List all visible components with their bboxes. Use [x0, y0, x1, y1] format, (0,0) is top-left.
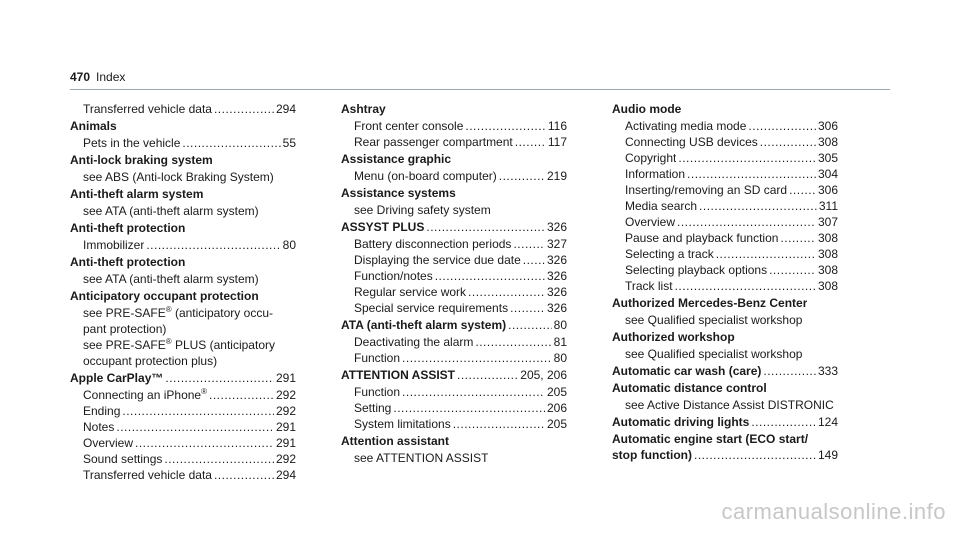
index-column-1 — [70, 101, 296, 483]
index-entry: Menu (on-board computer) ..... 219 — [341, 168, 567, 184]
index-see-ref: see ABS (Anti-lock Braking System) — [83, 170, 274, 184]
index-see-ref: see ATTENTION ASSIST — [354, 451, 489, 465]
index-heading: Anti-theft protection — [70, 221, 186, 235]
index-see-ref: see ATA (anti-theft alarm system) — [83, 204, 259, 218]
index-entry: Notes ..... 291 — [70, 419, 296, 435]
index-see-ref: see ATA (anti-theft alarm system) — [83, 272, 259, 286]
index-heading: Ashtray — [341, 102, 386, 116]
index-entry: Connecting an iPhone® ..... 292 — [70, 387, 296, 403]
watermark: carmanualsonline.info — [721, 499, 946, 524]
index-heading: Authorized workshop — [612, 330, 735, 344]
index-heading: Authorized Mercedes-Benz Center — [612, 296, 808, 310]
index-entry: Setting ..... 206 — [341, 400, 567, 416]
index-entry: Information ..... 304 — [612, 166, 838, 182]
index-see-ref-cont: pant protection) — [83, 322, 167, 336]
index-entry: Function ..... 205 — [341, 384, 567, 400]
index-see-ref: see PRE-SAFE® (anticipatory occu- — [83, 305, 273, 320]
index-entry: Deactivating the alarm ..... 81 — [341, 334, 567, 350]
index-entry: Media search ..... 311 — [612, 198, 838, 214]
index-entry: Inserting/removing an SD card ..... 306 — [612, 182, 838, 198]
index-heading: Audio mode — [612, 102, 682, 116]
index-entry: Copyright ..... 305 — [612, 150, 838, 166]
index-heading: Anti-theft protection — [70, 255, 186, 269]
index-entry: Battery disconnection periods ..... 327 — [341, 236, 567, 252]
index-see-ref: see PRE-SAFE® PLUS (anticipatory — [83, 337, 275, 352]
index-entry: Track list ..... 308 — [612, 278, 838, 294]
index-see-ref: see Qualified specialist workshop — [625, 313, 803, 327]
index-entry: Overview ..... 291 — [70, 435, 296, 451]
index-see-ref: see Qualified specialist workshop — [625, 347, 803, 361]
index-entry: Pets in the vehicle ..... 55 — [70, 135, 296, 151]
index-heading: Attention assistant — [341, 434, 450, 448]
index-heading: Anticipatory occupant protection — [70, 289, 259, 303]
index-heading: ASSYST PLUS ..... 326 — [341, 219, 567, 235]
index-see-ref-cont: occupant protection plus) — [83, 354, 218, 368]
index-heading: Automatic driving lights ..... 124 — [612, 414, 838, 430]
index-see-ref: see Active Distance Assist DISTRONIC — [625, 398, 834, 412]
index-entry: Immobilizer ..... 80 — [70, 237, 296, 253]
index-heading: Apple CarPlay™ ..... 291 — [70, 370, 296, 386]
page-title: Index — [96, 70, 126, 84]
index-entry: Selecting a track ..... 308 — [612, 246, 838, 262]
index-heading-cont: stop function) ..... 149 — [612, 447, 838, 463]
page-header — [70, 70, 125, 84]
index-entry: System limitations ..... 205 — [341, 416, 567, 432]
index-entry: Function/notes ..... 326 — [341, 268, 567, 284]
index-entry: Selecting playback options ..... 308 — [612, 262, 838, 278]
index-heading: Anti-lock braking system — [70, 153, 213, 167]
index-heading: Assistance graphic — [341, 152, 452, 166]
index-heading: Automatic car wash (care) ..... 333 — [612, 363, 838, 379]
index-column-2 — [341, 101, 567, 467]
index-heading: Animals — [70, 119, 117, 133]
index-entry: Transferred vehicle data ..... 294 — [70, 467, 296, 483]
index-entry: Pause and playback function ..... 308 — [612, 230, 838, 246]
index-heading: Anti-theft alarm system — [70, 187, 204, 201]
index-heading: Automatic engine start (ECO start/ — [612, 432, 809, 446]
index-entry: Transferred vehicle data ..... 294 — [70, 101, 296, 117]
index-entry: Special service requirements ..... 326 — [341, 300, 567, 316]
index-entry: Sound settings ..... 292 — [70, 451, 296, 467]
page-number: 470 — [70, 70, 91, 84]
index-entry: Activating media mode ..... 306 — [612, 118, 838, 134]
index-entry: Rear passenger compartment ..... 117 — [341, 134, 567, 150]
index-entry: Connecting USB devices ..... 308 — [612, 134, 838, 150]
index-entry: Displaying the service due date ..... 326 — [341, 252, 567, 268]
index-heading: ATA (anti-theft alarm system) ..... 80 — [341, 317, 567, 333]
index-heading: ATTENTION ASSIST ..... 205, 206 — [341, 367, 567, 383]
header-divider — [70, 89, 890, 90]
index-entry: Function ..... 80 — [341, 350, 567, 366]
index-entry: Front center console ..... 116 — [341, 118, 567, 134]
index-entry: Ending ..... 292 — [70, 403, 296, 419]
index-column-3 — [612, 101, 838, 464]
index-see-ref: see Driving safety system — [354, 203, 491, 217]
index-heading: Automatic distance control — [612, 381, 767, 395]
index-entry: Overview ..... 307 — [612, 214, 838, 230]
index-entry: Regular service work ..... 326 — [341, 284, 567, 300]
index-heading: Assistance systems — [341, 186, 456, 200]
